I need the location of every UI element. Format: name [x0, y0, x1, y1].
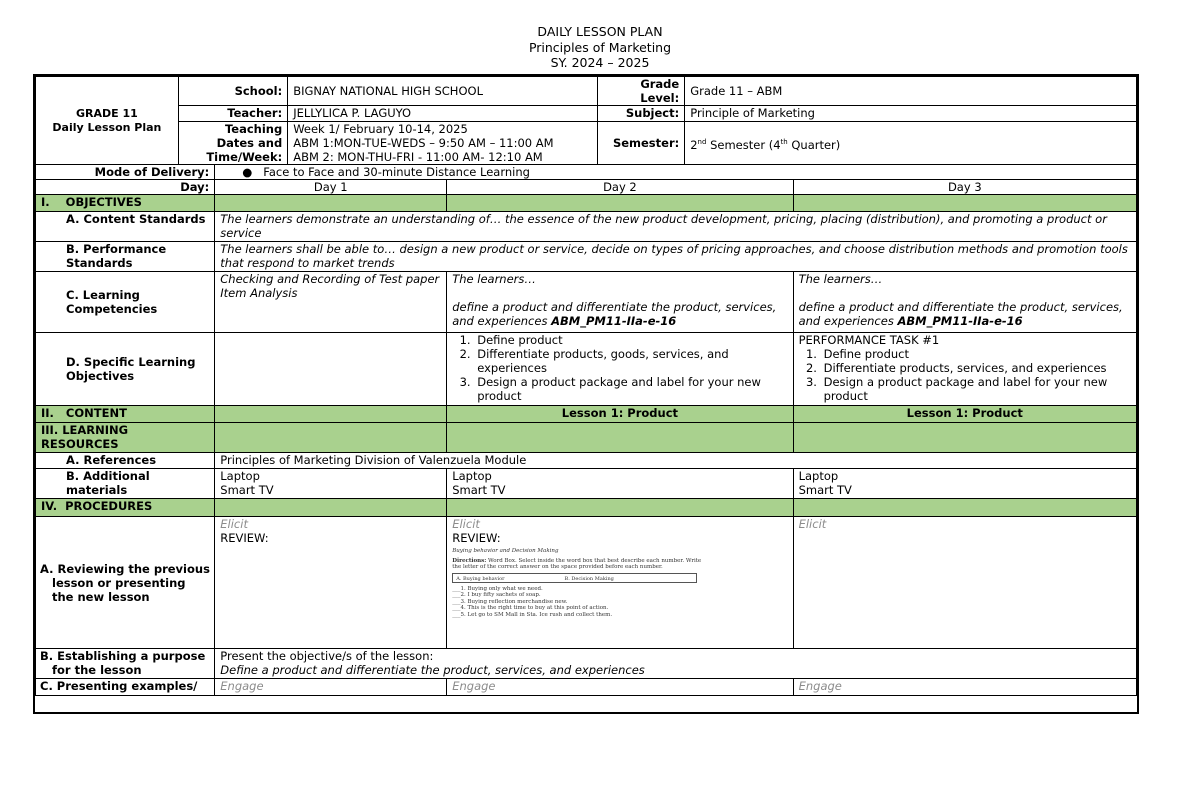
- phase-label: Elicit: [220, 517, 248, 531]
- day-label: Day:: [36, 180, 215, 195]
- materials-day3: Laptop Smart TV: [793, 469, 1136, 499]
- reviewing-day1: [215, 517, 447, 649]
- grade-title: GRADE 11: [76, 106, 138, 120]
- day-3-header: Day 3: [793, 180, 1136, 195]
- references-label: A. References: [36, 453, 215, 469]
- list-item: 3. Design a product package and label for your new product: [474, 375, 787, 403]
- dates-line-3: ABM 2: MON-THU-FRI - 11:00 AM- 12:10 AM: [293, 150, 543, 164]
- review-label: REVIEW:: [220, 531, 269, 545]
- presenting-day2: Engage: [447, 679, 793, 696]
- doc-subtitle: Principles of Marketing: [528, 39, 672, 55]
- competencies-day2: The learners… define a product and differentiate the product, services, and experiences ABM_PM11-IIa-e-16: [447, 272, 793, 333]
- list-item: 1. Define product: [474, 333, 787, 347]
- mode-value: ● Face to Face and 30-minute Distance Learning: [215, 165, 1137, 180]
- content-day3: Lesson 1: Product: [793, 406, 1136, 423]
- materials-day1: Laptop Smart TV: [215, 469, 447, 499]
- semester-label: Semester:: [598, 122, 685, 165]
- performance-standards-text: The learners shall be able to… design a new product or service, decide on types of pricing approaches, and choose distribution methods and promotion tools that respond to market trends: [215, 242, 1137, 272]
- procedures-day3: [793, 499, 1136, 517]
- performance-standards-label: B. Performance Standards: [36, 242, 215, 272]
- day-2-header: Day 2: [447, 180, 793, 195]
- phase-label: Elicit: [452, 517, 480, 531]
- dates-line-1: Week 1/ February 10-14, 2025: [293, 122, 468, 136]
- review-label: REVIEW:: [452, 531, 501, 545]
- objectives-title: I. OBJECTIVES: [36, 195, 215, 212]
- list-item: 1. Define product: [821, 347, 1131, 361]
- semester-value: 2nd Semester (4th Quarter): [685, 122, 1137, 165]
- content-title: II. CONTENT: [36, 406, 215, 423]
- bullet-icon: ●: [242, 165, 253, 179]
- content-day1: [215, 406, 447, 423]
- reviewing-lesson-label: A. Reviewing the previous lesson or presenting the new lesson: [36, 517, 215, 649]
- competencies-day1: Checking and Recording of Test paper Item Analysis: [215, 272, 447, 333]
- procedures-day1: [215, 499, 447, 517]
- teacher-label: Teacher:: [178, 106, 287, 122]
- reviewing-day3: [793, 517, 1136, 649]
- content-standards-label: A. Content Standards: [36, 212, 215, 242]
- presenting-day1: Engage: [215, 679, 447, 696]
- objectives-day1-cell: [215, 195, 447, 212]
- objectives-day2-cell: [447, 195, 793, 212]
- grade-level-label: Grade Level:: [598, 77, 685, 106]
- presenting-day3: Engage: [793, 679, 1136, 696]
- phase-label: Elicit: [798, 517, 827, 531]
- subject-label: Subject:: [598, 106, 685, 122]
- list-item: 3. Design a product package and label for your new product: [821, 375, 1131, 403]
- objectives-day3-cell: [793, 195, 1136, 212]
- lesson-plan-table: [35, 76, 1137, 696]
- specific-objectives-day3: [793, 333, 1136, 406]
- teacher-value: JELLYLICA P. LAGUYO: [288, 106, 598, 122]
- resources-day1: [215, 423, 447, 453]
- establishing-purpose-label: B. Establishing a purpose for the lesson: [36, 649, 215, 679]
- day-1-header: Day 1: [215, 180, 447, 195]
- competencies-day3: The learners… define a product and differentiate the product, services, and experiences ABM_PM11-IIa-e-16: [793, 272, 1136, 333]
- dates-value: [288, 122, 598, 165]
- grade-block: [36, 77, 179, 165]
- additional-materials-label: B. Additional materials: [36, 469, 215, 499]
- establishing-purpose-text: Present the objective/s of the lesson: Define a product and differentiate the product, services, and experiences: [215, 649, 1137, 679]
- grade-subtitle: Daily Lesson Plan: [52, 120, 162, 134]
- learning-competencies-label: C. Learning Competencies: [36, 272, 215, 333]
- procedures-title: IV. PROCEDURES: [36, 499, 215, 517]
- resources-day2: [447, 423, 793, 453]
- content-day2: Lesson 1: Product: [447, 406, 793, 423]
- procedures-day2: [447, 499, 793, 517]
- dates-line-2: ABM 1:MON-TUE-WEDS – 9:50 AM – 11:00 AM: [293, 136, 554, 150]
- content-standards-text: The learners demonstrate an understanding of… the essence of the new product development, pricing, placing (distribution), and promoting a product or service: [215, 212, 1137, 242]
- subject-value: Principle of Marketing: [685, 106, 1137, 122]
- school-value: BIGNAY NATIONAL HIGH SCHOOL: [288, 77, 598, 106]
- school-label: School:: [178, 77, 287, 106]
- dates-label: Teaching Dates and Time/Week:: [178, 122, 287, 165]
- list-item: 2. Differentiate products, services, and experiences: [821, 361, 1131, 375]
- materials-day2: Laptop Smart TV: [447, 469, 793, 499]
- doc-title: DAILY LESSON PLAN: [537, 24, 663, 39]
- presenting-examples-label: C. Presenting examples/: [36, 679, 215, 696]
- specific-objectives-day1: [215, 333, 447, 406]
- grade-level-value: Grade 11 – ABM: [685, 77, 1137, 106]
- school-year: SY. 2024 – 2025: [550, 55, 650, 70]
- reviewing-day2: [447, 517, 793, 649]
- specific-objectives-label: D. Specific Learning Objectives: [36, 333, 215, 406]
- review-worksheet-image: Buying behavior and Decision Making Directions: Word Box. Select inside the word box that best describe each number. Write the letter of the correct answer on the space provided before each number. A. Buying behavior B. Decision Making ___1. Buying only what we need. ___2. I buy fifty sachets of soap. ___3. Buying reflection merchandise new. ___4. This is the right time to buy at this point of action. ___5. Let go to SM Mall in Sta. Ice rush and collect them.: [452, 548, 702, 618]
- mode-label: Mode of Delivery:: [36, 165, 215, 180]
- resources-title: III. LEARNING RESOURCES: [36, 423, 215, 453]
- resources-day3: [793, 423, 1136, 453]
- list-item: 2. Differentiate products, goods, services, and experiences: [474, 347, 787, 375]
- performance-task-title: PERFORMANCE TASK #1: [798, 333, 940, 347]
- references-text: Principles of Marketing Division of Valenzuela Module: [215, 453, 1137, 469]
- specific-objectives-day2: [447, 333, 793, 406]
- document-header: [0, 24, 1200, 71]
